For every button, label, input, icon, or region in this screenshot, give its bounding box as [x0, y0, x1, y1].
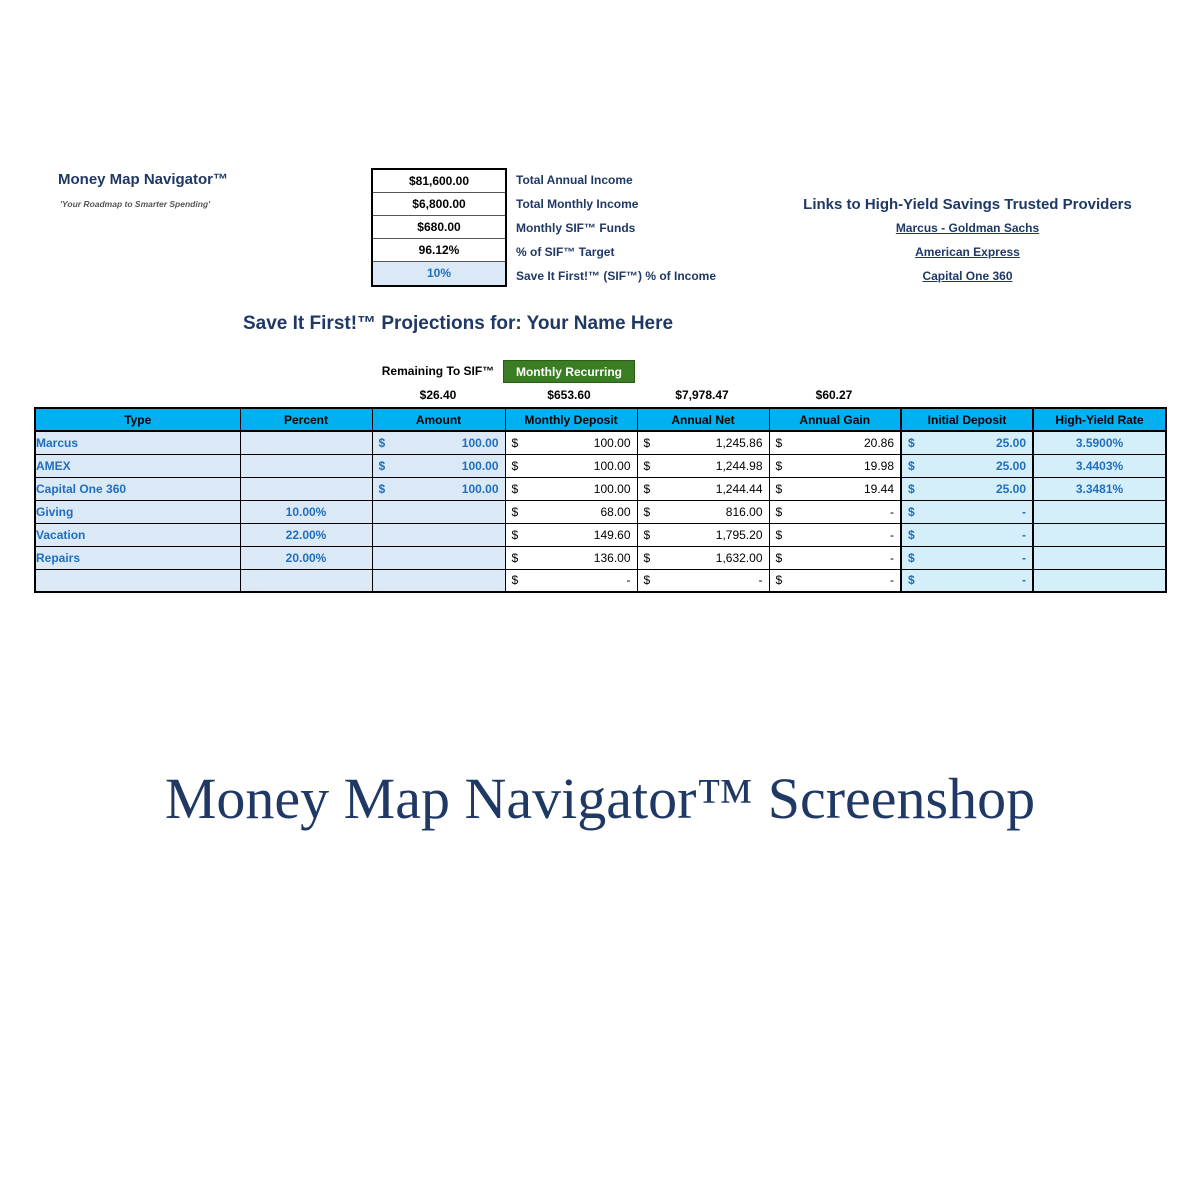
amount-cell[interactable] — [372, 431, 505, 454]
annual-net-value: 1,244.98 — [715, 458, 763, 473]
percent-cell[interactable] — [240, 523, 372, 546]
monthly-deposit-cell — [505, 546, 637, 569]
monthly-deposit-cell — [505, 477, 637, 500]
currency-symbol: $ — [643, 527, 651, 542]
monthly-deposit-cell — [505, 431, 637, 454]
provider-links-title: Links to High-Yield Savings Trusted Providers — [803, 196, 1132, 213]
annual-net-cell — [637, 569, 769, 592]
annual-net-cell — [637, 546, 769, 569]
currency-symbol: $ — [643, 481, 651, 496]
annual-net-value: 1,244.44 — [715, 481, 763, 496]
table-row — [35, 500, 1166, 523]
currency-symbol: $ — [908, 550, 915, 565]
annual-net-cell — [637, 523, 769, 546]
amount-cell[interactable] — [372, 569, 505, 592]
app-tagline: 'Your Roadmap to Smarter Spending' — [60, 199, 211, 209]
annual-gain-cell — [769, 569, 901, 592]
amount-value: 100.00 — [461, 481, 499, 496]
type-value: Repairs — [36, 550, 81, 565]
total-monthly-income-value: $6,800.00 — [373, 193, 505, 216]
summary-values — [371, 168, 507, 287]
table-row — [35, 431, 1166, 454]
initial-deposit-value: - — [1022, 527, 1026, 542]
monthly-deposit-value: - — [626, 573, 631, 588]
annual-net-value: 1,245.86 — [715, 435, 763, 450]
currency-symbol: $ — [775, 504, 783, 519]
percent-cell[interactable] — [240, 569, 372, 592]
high-yield-rate-value: 3.5900% — [1075, 435, 1124, 450]
amount-cell[interactable] — [372, 500, 505, 523]
monthly-deposit-value: 136.00 — [593, 550, 631, 565]
header-percent: Percent — [240, 408, 372, 431]
projections-table — [34, 407, 1167, 593]
table-header-row — [35, 408, 1166, 431]
provider-links — [790, 194, 1145, 290]
currency-symbol: $ — [908, 527, 915, 542]
currency-symbol: $ — [511, 550, 519, 565]
total-annual-income-value: $81,600.00 — [373, 170, 505, 193]
currency-symbol: $ — [643, 504, 651, 519]
sif-target-percent-value: 96.12% — [373, 239, 505, 262]
currency-symbol: $ — [378, 435, 386, 450]
percent-cell[interactable] — [240, 546, 372, 569]
table-row — [35, 523, 1166, 546]
annual-gain-cell — [769, 500, 901, 523]
link-marcus[interactable]: Marcus - Goldman Sachs — [895, 221, 1040, 235]
percent-cell[interactable] — [240, 431, 372, 454]
annual-gain-value: 19.44 — [863, 481, 894, 496]
annual-net-cell — [637, 500, 769, 523]
currency-symbol: $ — [775, 435, 783, 450]
annual-gain-value: 20.86 — [863, 435, 894, 450]
type-cell[interactable] — [35, 500, 240, 523]
header-amount: Amount — [372, 408, 505, 431]
type-cell[interactable] — [35, 477, 240, 500]
initial-deposit-value: 25.00 — [995, 481, 1026, 496]
annual-net-cell — [637, 431, 769, 454]
table-row — [35, 546, 1166, 569]
currency-symbol: $ — [378, 481, 386, 496]
type-value: Giving — [36, 504, 74, 519]
link-capital-one-360[interactable]: Capital One 360 — [922, 269, 1013, 283]
total-monthly-income-label: Total Monthly Income — [516, 197, 639, 211]
currency-symbol: $ — [511, 527, 519, 542]
amount-cell[interactable] — [372, 454, 505, 477]
monthly-deposit-value: 68.00 — [600, 504, 631, 519]
annual-gain-value: - — [890, 527, 894, 542]
currency-symbol: $ — [643, 573, 651, 588]
monthly-deposit-cell — [505, 569, 637, 592]
annual-gain-cell — [769, 454, 901, 477]
amount-cell[interactable] — [372, 477, 505, 500]
header-high-yield-rate: High-Yield Rate — [1033, 408, 1166, 431]
amount-value: 100.00 — [461, 435, 499, 450]
link-american-express[interactable]: American Express — [915, 245, 1020, 259]
amount-cell[interactable] — [372, 546, 505, 569]
monthly-deposit-value: 100.00 — [593, 481, 631, 496]
currency-symbol: $ — [511, 481, 519, 496]
annual-gain-value: - — [890, 550, 894, 565]
annual-gain-value: - — [890, 573, 894, 588]
currency-symbol: $ — [511, 435, 519, 450]
type-cell[interactable] — [35, 523, 240, 546]
high-yield-rate-cell[interactable] — [1033, 500, 1166, 523]
monthly-deposit-value: 149.60 — [593, 527, 631, 542]
initial-deposit-value: - — [1022, 550, 1026, 565]
initial-deposit-cell[interactable] — [901, 454, 1033, 477]
initial-deposit-cell[interactable] — [901, 431, 1033, 454]
currency-symbol: $ — [908, 504, 915, 519]
footer-caption: Money Map Navigator™ Screenshop — [164, 766, 1036, 831]
currency-symbol: $ — [908, 458, 915, 473]
monthly-deposit-cell — [505, 454, 637, 477]
header-monthly-deposit: Monthly Deposit — [505, 408, 637, 431]
currency-symbol: $ — [511, 458, 519, 473]
table-row — [35, 454, 1166, 477]
type-cell[interactable] — [35, 454, 240, 477]
monthly-deposit-cell — [505, 523, 637, 546]
total-annual-income-label: Total Annual Income — [516, 173, 633, 187]
currency-symbol: $ — [775, 550, 783, 565]
type-value: AMEX — [36, 458, 71, 473]
high-yield-rate-cell[interactable] — [1033, 523, 1166, 546]
percent-value: 22.00% — [285, 527, 327, 542]
high-yield-rate-value: 3.3481% — [1075, 481, 1124, 496]
sif-percent-label: Save It First!™ (SIF™) % of Income — [516, 269, 717, 283]
monthly-deposit-cell — [505, 500, 637, 523]
high-yield-rate-cell[interactable] — [1033, 431, 1166, 454]
header-annual-net: Annual Net — [637, 408, 769, 431]
currency-symbol: $ — [511, 504, 519, 519]
annual-gain-cell — [769, 431, 901, 454]
high-yield-rate-cell[interactable] — [1033, 454, 1166, 477]
currency-symbol: $ — [775, 527, 783, 542]
percent-cell[interactable] — [240, 500, 372, 523]
initial-deposit-cell[interactable] — [901, 500, 1033, 523]
remaining-total: $26.40 — [419, 388, 457, 402]
percent-value: 10.00% — [285, 504, 327, 519]
currency-symbol: $ — [908, 481, 915, 496]
type-value: Vacation — [36, 527, 86, 542]
table-row — [35, 569, 1166, 592]
annual-gain-value: 19.98 — [863, 458, 894, 473]
high-yield-rate-cell[interactable] — [1033, 569, 1166, 592]
amount-value: 100.00 — [461, 458, 499, 473]
type-cell[interactable] — [35, 546, 240, 569]
monthly-deposit-value: 100.00 — [593, 435, 631, 450]
annual-net-value: - — [758, 573, 763, 588]
type-cell[interactable] — [35, 431, 240, 454]
currency-symbol: $ — [775, 458, 783, 473]
monthly-recurring-button[interactable]: Monthly Recurring — [503, 360, 635, 383]
type-value: Marcus — [36, 435, 79, 450]
initial-deposit-cell[interactable] — [901, 477, 1033, 500]
projections-title: Save It First!™ Projections for: Your Name Here — [243, 313, 674, 334]
high-yield-rate-value: 3.4403% — [1075, 458, 1124, 473]
annual-net-cell — [637, 454, 769, 477]
annual-net-total: $7,978.47 — [675, 388, 729, 402]
high-yield-rate-cell[interactable] — [1033, 546, 1166, 569]
currency-symbol: $ — [643, 458, 651, 473]
remaining-to-sif-label: Remaining To SIF™ — [381, 364, 495, 378]
initial-deposit-value: - — [1022, 504, 1026, 519]
monthly-deposit-total: $653.60 — [547, 388, 591, 402]
percent-cell[interactable] — [240, 454, 372, 477]
monthly-deposit-value: 100.00 — [593, 458, 631, 473]
currency-symbol: $ — [643, 435, 651, 450]
annual-net-value: 816.00 — [725, 504, 763, 519]
header-initial-deposit: Initial Deposit — [901, 408, 1033, 431]
annual-net-value: 1,632.00 — [715, 550, 763, 565]
currency-symbol: $ — [775, 573, 783, 588]
sif-target-percent-label: % of SIF™ Target — [516, 245, 615, 259]
annual-gain-total: $60.27 — [815, 388, 853, 402]
currency-symbol: $ — [643, 550, 651, 565]
initial-deposit-value: - — [1022, 573, 1026, 588]
currency-symbol: $ — [378, 458, 386, 473]
currency-symbol: $ — [908, 573, 915, 588]
initial-deposit-cell[interactable] — [901, 569, 1033, 592]
currency-symbol: $ — [511, 573, 519, 588]
initial-deposit-value: 25.00 — [995, 435, 1026, 450]
annual-net-value: 1,795.20 — [715, 527, 763, 542]
high-yield-rate-cell[interactable] — [1033, 477, 1166, 500]
annual-gain-cell — [769, 523, 901, 546]
summary-labels — [516, 168, 716, 288]
initial-deposit-cell[interactable] — [901, 523, 1033, 546]
annual-gain-cell — [769, 477, 901, 500]
monthly-sif-funds-value: $680.00 — [373, 216, 505, 239]
initial-deposit-value: 25.00 — [995, 458, 1026, 473]
header-annual-gain: Annual Gain — [769, 408, 901, 431]
monthly-sif-funds-label: Monthly SIF™ Funds — [516, 221, 636, 235]
sif-percent-input[interactable]: 10% — [373, 262, 505, 285]
annual-net-cell — [637, 477, 769, 500]
amount-cell[interactable] — [372, 523, 505, 546]
currency-symbol: $ — [775, 481, 783, 496]
initial-deposit-cell[interactable] — [901, 546, 1033, 569]
annual-gain-value: - — [890, 504, 894, 519]
percent-value: 20.00% — [285, 550, 327, 565]
percent-cell[interactable] — [240, 477, 372, 500]
app-title: Money Map Navigator™ — [58, 171, 229, 188]
header-type: Type — [35, 408, 240, 431]
table-row — [35, 477, 1166, 500]
currency-symbol: $ — [908, 435, 915, 450]
type-cell[interactable] — [35, 569, 240, 592]
type-value: Capital One 360 — [36, 481, 127, 496]
annual-gain-cell — [769, 546, 901, 569]
